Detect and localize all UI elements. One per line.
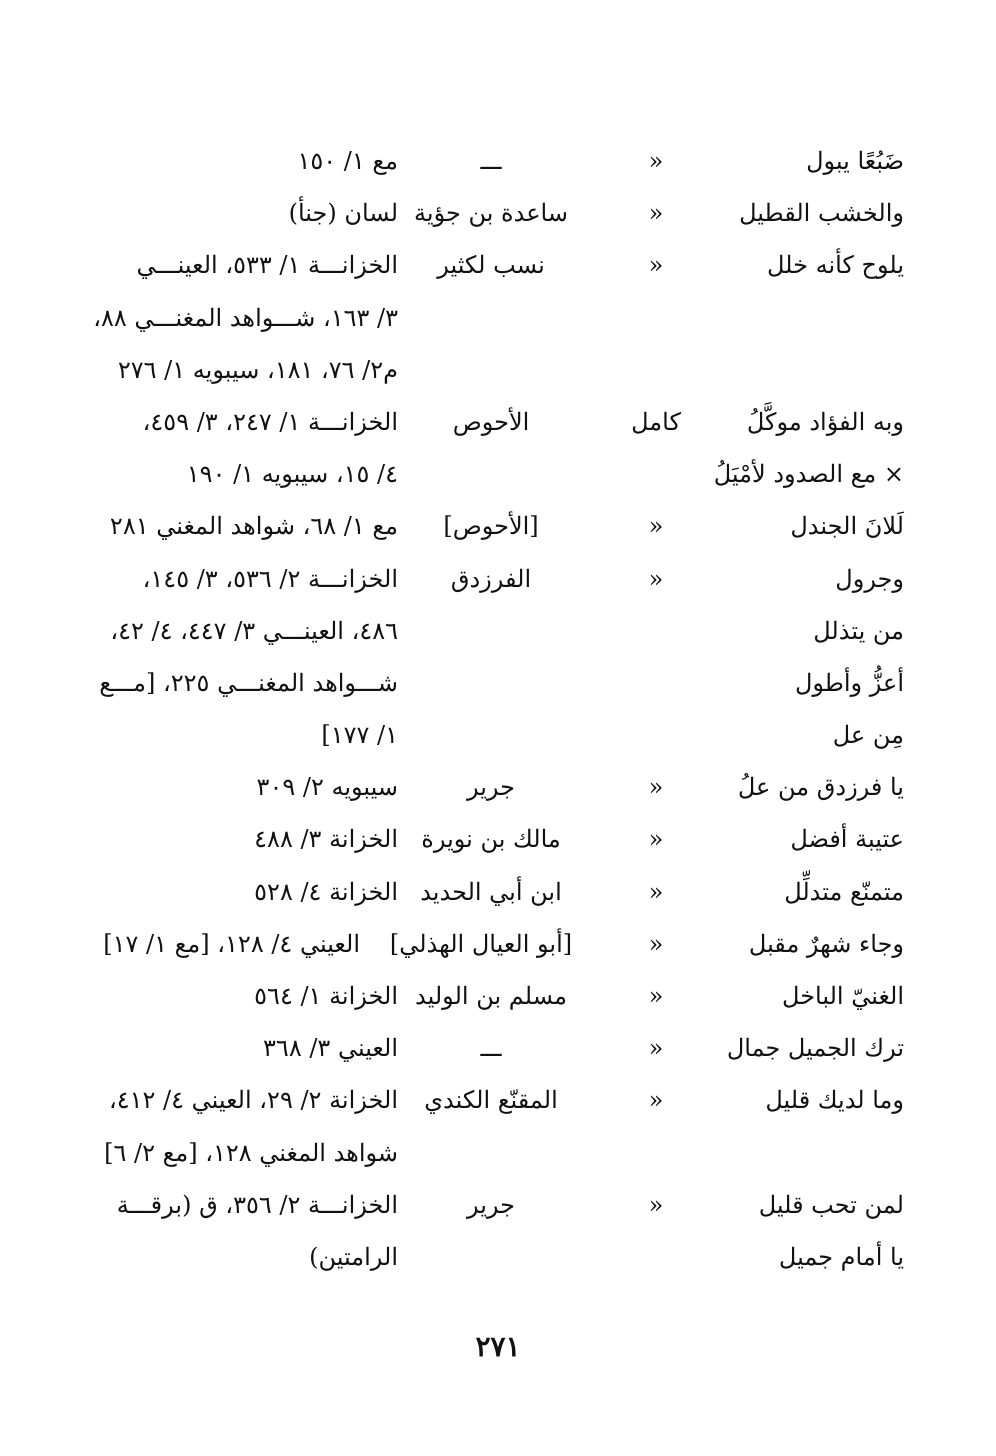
table-row [0,1077,996,1129]
meter: « [648,929,664,958]
meter: « [648,512,664,541]
table-row [0,1234,996,1286]
poet: مالك بن نويرة [421,825,561,854]
table-row [0,451,996,503]
table-row [0,1130,996,1182]
table-row [0,660,996,712]
table-row [0,816,996,868]
table-row [0,190,996,242]
meter: « [648,825,664,854]
source-reference: الخزانة ٢/ ٢٩، العيني ٤/ ٤١٢، [108,1086,398,1115]
meter: كامل [631,407,681,436]
source-reference: ٤/ ١٥، سيبويه ١/ ١٩٠ [186,460,398,489]
table-row [0,764,996,816]
table-row [0,608,996,660]
poet: ـــ [480,147,502,175]
verse-ending: وبه الفؤاد موكَّلُ [746,407,904,436]
table-row [0,1025,996,1077]
source-reference: الخزانـــة ٢/ ٥٣٦، ٣/ ١٤٥، [142,564,398,593]
verse-index-table [0,138,996,1286]
meter: « [648,199,664,228]
source-reference: ٣/ ١٦٣، شـــواهد المغنـــي ٨٨، [93,303,398,332]
poet: [أبو العيال الهذلي] [389,929,573,958]
source-reference: شواهد المغني ١٢٨، [مع ٢/ ٦] [104,1138,398,1167]
meter: « [648,147,664,175]
verse-ending: والخشب القطيل [739,199,904,228]
verse-ending: من يتذلل [813,616,904,645]
source-reference: الخزانـــة ١/ ٥٣٣، العينـــي [136,251,398,280]
verse-ending: ضَبُعًا يبول [806,147,904,175]
source-reference: م٢/ ٧٦، ١٨١، سيبويه ١/ ٢٧٦ [117,355,398,384]
source-reference: الرامتين) [309,1242,398,1271]
source-reference: لسان (جنأ) [288,199,398,228]
meter: « [648,564,664,593]
verse-ending: أعزُّ وأطول [794,668,904,697]
poet: جرير [467,773,515,802]
source-reference: سيبويه ٢/ ٣٠٩ [256,773,398,802]
source-reference: الخزانـــة ١/ ٢٤٧، ٣/ ٤٥٩، [142,407,398,436]
meter: « [648,1190,664,1219]
source-reference: الخزانة ٤/ ٥٢٨ [254,877,398,906]
table-row [0,347,996,399]
poet: ساعدة بن جؤية [414,199,568,228]
verse-ending: متمنّع متدلِّل [784,877,904,906]
source-reference: الخزانـــة ٢/ ٣٥٦، ق (برقـــة [116,1190,398,1219]
verse-ending: يلوح كأنه خلل [766,251,904,280]
poet: [الأحوص] [443,512,539,541]
verse-ending: الغنيّ الباخل [782,982,904,1010]
verse-ending: وجرول [835,564,904,593]
meter: « [648,773,664,802]
verse-ending: ترك الجميل جمال [726,1034,904,1063]
table-row [0,556,996,608]
verse-ending: × مع الصدود لأمْيَلُ [713,460,904,489]
verse-ending: لمن تحب قليل [758,1190,904,1219]
meter: « [648,251,664,280]
table-row [0,138,996,190]
verse-ending: يا أمام جميل [778,1242,904,1271]
table-row [0,921,996,973]
source-reference: العيني ٣/ ٣٦٨ [263,1034,398,1063]
source-reference: الخزانة ١/ ٥٦٤ [254,982,398,1010]
verse-ending: يا فرزدق من علُ [737,773,904,802]
poet: نسب لكثير [437,251,545,280]
source-reference: ٤٨٦، العينـــي ٣/ ٤٤٧، ٤/ ٤٢، [110,616,398,645]
verse-ending: وجاء شهرٌ مقبل [748,929,904,958]
source-reference: مع ١/ ١٥٠ [297,147,398,175]
verse-ending: مِن عل [832,721,904,750]
poet: الأحوص [452,407,530,436]
page-number: ٢٧١ [475,1330,521,1363]
source-reference: العيني ٤/ ١٢٨، [مع ١/ ١٧] [103,929,360,958]
meter: « [648,877,664,906]
table-row [0,295,996,347]
table-row [0,869,996,921]
verse-ending: لَلانَ الجندل [790,512,904,541]
poet: المقنّع الكندي [424,1086,558,1115]
poet: ابن أبي الحديد [420,877,562,906]
poet: مسلم بن الوليد [415,982,567,1010]
source-reference: الخزانة ٣/ ٤٨٨ [254,825,398,854]
poet: ـــ [480,1034,502,1063]
table-row [0,712,996,764]
source-reference: ١/ ١٧٧] [321,721,398,750]
meter: « [648,982,664,1010]
meter: « [648,1034,664,1063]
poet: جرير [467,1190,515,1219]
meter: « [648,1086,664,1115]
verse-ending: وما لديك قليل [765,1086,904,1115]
table-row [0,973,996,1025]
table-row [0,503,996,555]
source-reference: شـــواهد المغنـــي ٢٢٥، [مـــع [99,668,398,697]
verse-ending: عتيبة أفضل [790,825,904,854]
table-row [0,1182,996,1234]
poet: الفرزدق [450,564,532,593]
table-row [0,399,996,451]
table-row [0,242,996,294]
source-reference: مع ١/ ٦٨، شواهد المغني ٢٨١ [109,512,398,541]
